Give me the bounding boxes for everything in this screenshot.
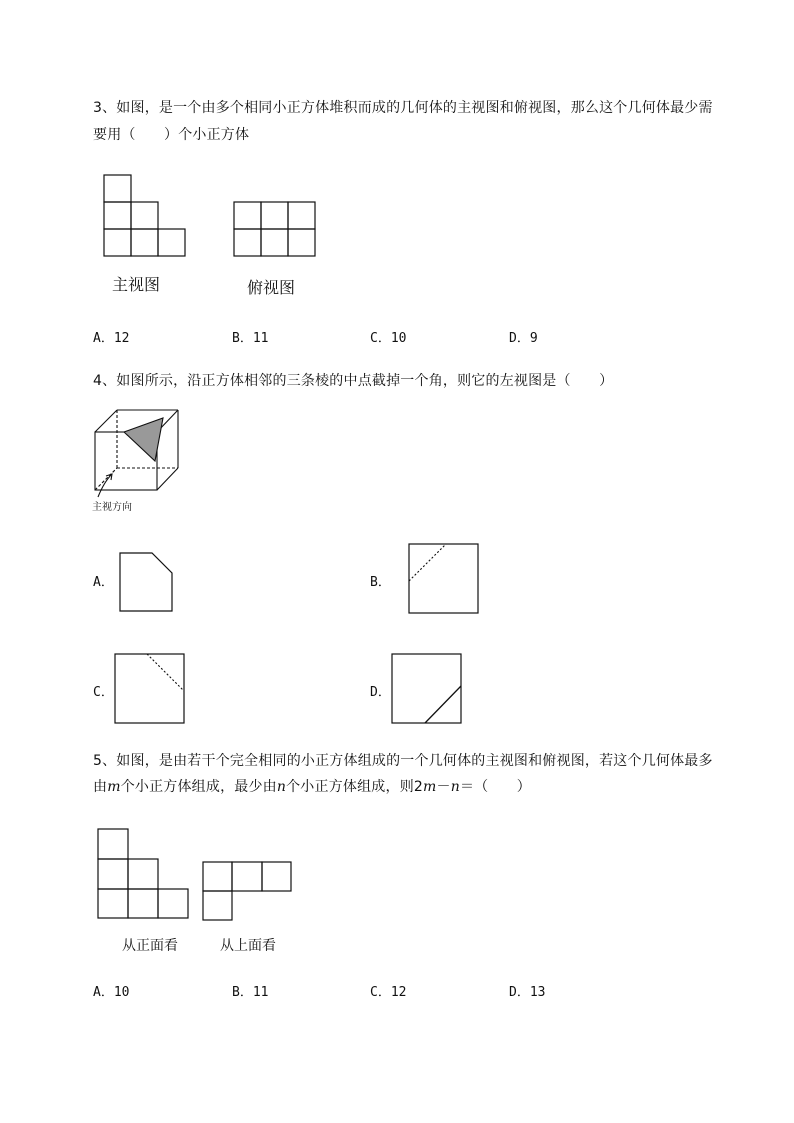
q4-view-direction-label: 主视方向 — [92, 502, 132, 513]
q5-variable-m: m — [107, 779, 121, 795]
q5-variable-m-expr: m — [423, 779, 437, 795]
q4-option-b-label[interactable]: B． — [370, 575, 391, 590]
q3-top-view-caption: 俯视图 — [247, 278, 296, 297]
q3-option-a[interactable]: A．12 — [93, 331, 130, 346]
q5-stem-line1: 5、如图，是由若干个完全相同的小正方体组成的一个几何体的主视图和俯视图，若这个几何体最多 — [93, 753, 713, 769]
q5-front-view-caption: 从正面看 — [122, 938, 178, 954]
q5-variable-n: n — [276, 779, 287, 795]
q5-top-view-caption: 从上面看 — [220, 938, 276, 954]
q5-stem-part-e: ＝（ ） — [459, 779, 531, 795]
q4-option-c-label[interactable]: C． — [93, 685, 114, 700]
q5-option-c[interactable]: C．12 — [370, 985, 407, 1000]
q3-option-b[interactable]: B．11 — [232, 331, 269, 346]
q5-minus-sign: － — [436, 779, 451, 795]
q5-option-d[interactable]: D．13 — [509, 985, 546, 1000]
q5-option-b[interactable]: B．11 — [232, 985, 269, 1000]
q3-front-view-caption: 主视图 — [112, 275, 161, 294]
q3-stem-line1: 3、如图，是一个由多个相同小正方体堆积而成的几何体的主视图和俯视图，那么这个几何体最少需 — [93, 100, 713, 116]
q5-stem-part-a: 由 — [93, 779, 108, 795]
q5-option-a[interactable]: A．10 — [93, 985, 130, 1000]
q4-stem-line1: 4、如图所示，沿正方体相邻的三条棱的中点截掉一个角，则它的左视图是（ ） — [93, 373, 614, 389]
q4-option-d-label[interactable]: D． — [370, 685, 391, 700]
q3-option-c[interactable]: C．10 — [370, 331, 407, 346]
q5-stem-part-b: 个小正方体组成，最少由 — [120, 779, 277, 795]
q4-option-a-label[interactable]: A． — [93, 575, 114, 590]
q5-stem-part-c: 个小正方体组成，则2 — [286, 779, 424, 795]
q3-stem-line2: 要用（ ）个小正方体 — [93, 127, 250, 143]
q5-variable-n-expr: n — [450, 779, 460, 795]
q3-option-d[interactable]: D．9 — [509, 331, 538, 346]
